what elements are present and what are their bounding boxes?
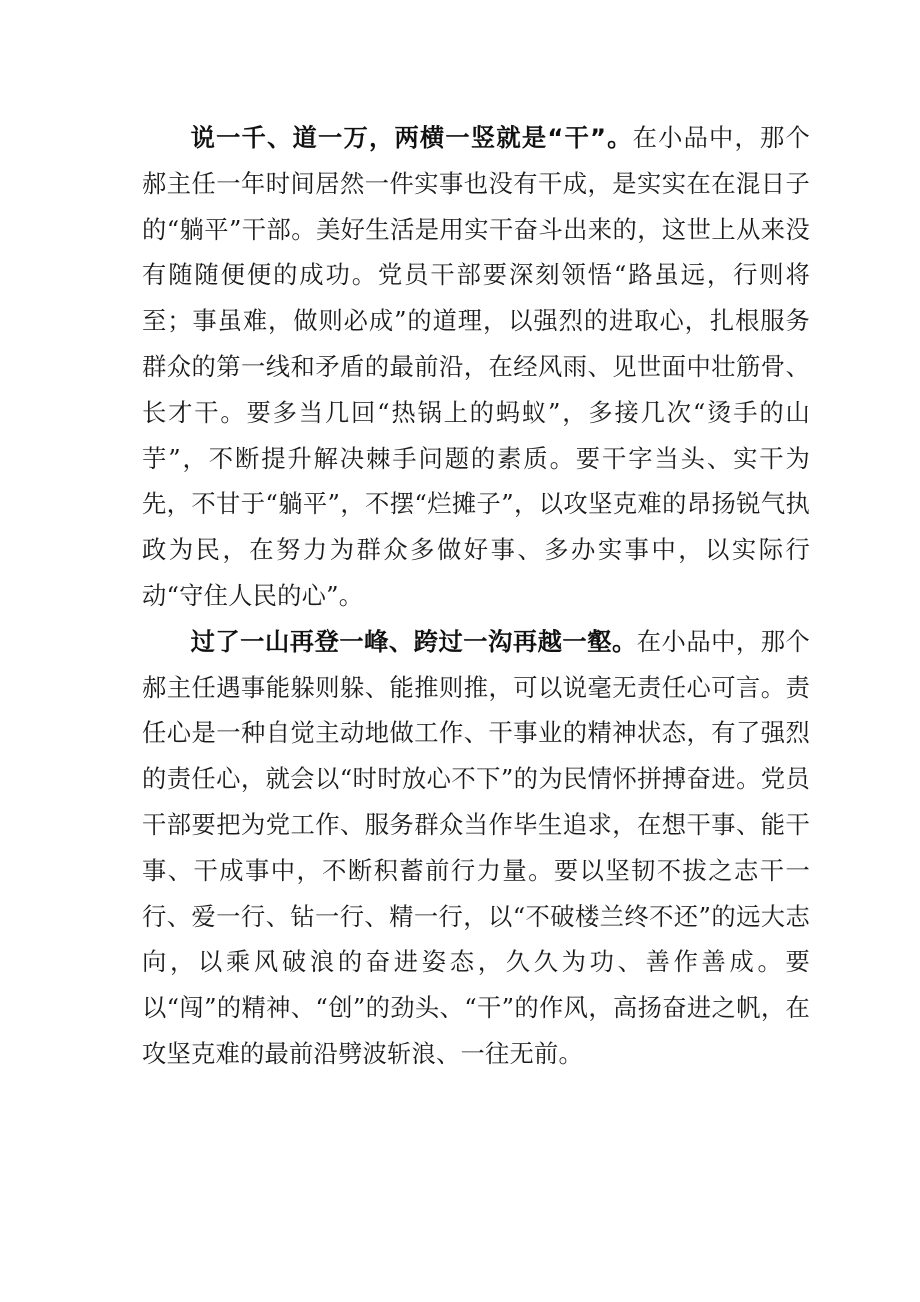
paragraph-1 [142, 115, 810, 619]
paragraph-2-lead: 过了一山再登一峰、跨过一沟再越一壑。 [190, 626, 637, 656]
paragraph-2-body: 在小品中，那个郝主任遇事能躲则躲、能推则推，可以说毫无责任心可言。责任心是一种自觉主动地做工作、干事业的精神状态，有了强烈的责任心，就会以“时时放心不下”的为民情怀拼搏奋进。党员干部要把为党工作、服务群众当作毕生追求，在想干事、能干事、干成事中，不断积蓄前行力量。要以坚韧不拔之志干一行、爱一行、钻一行、精一行，以“不破楼兰终不还”的远大志向，以乘风破浪的奋进姿态，久久为功、善作善成。要以“闯”的精神、“创”的劲头、“干”的作风，高扬奋进之帆，在攻坚克难的最前沿劈波斩浪、一往无前。 [142, 626, 810, 1068]
paragraph-2 [142, 619, 810, 1077]
document-body [142, 115, 810, 1077]
paragraph-1-lead: 说一千、道一万，两横一竖就是“干”。 [190, 123, 633, 152]
paragraph-1-body: 在小品中，那个郝主任一年时间居然一件实事也没有干成，是实实在在混日子的“躺平”干部。美好生活是用实干奋斗出来的，这世上从来没有随随便便的成功。党员干部要深刻领悟“路虽远，行则将至；事虽难，做则必成”的道理，以强烈的进取心，扎根服务群众的第一线和矛盾的最前沿，在经风雨、见世面中壮筋骨、长才干。要多当几回“热锅上的蚂蚁”，多接几次“烫手的山芋”，不断提升解决棘手问题的素质。要干字当头、实干为先，不甘于“躺平”，不摆“烂摊子”，以攻坚克难的昂扬锐气执政为民，在努力为群众多做好事、多办实事中，以实际行动“守住人民的心”。 [142, 123, 810, 610]
